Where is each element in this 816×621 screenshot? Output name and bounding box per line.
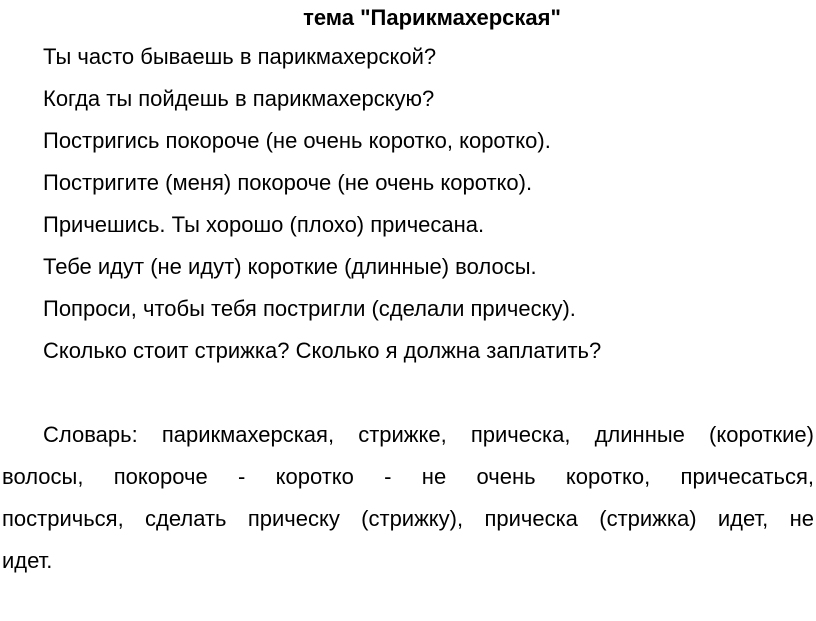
sentence-line-7: Попроси, чтобы тебя постригли (сделали прическу). [43,296,576,321]
sentence-line-2: Когда ты пойдешь в парикмахерскую? [43,86,435,111]
sentence-line-5: Причешись. Ты хорошо (плохо) причесана. [43,212,485,237]
sentence-line-8: Сколько стоит стрижка? Сколько я должна заплатить? [43,338,602,363]
sentence-line-3: Постригись покороче (не очень коротко, коротко). [43,128,551,153]
sentence-line-6: Тебе идут (не идут) короткие (длинные) волосы. [43,254,537,279]
vocabulary-line-3: постричься, сделать прическу (стрижку), прическа (стрижка) идет, не [2,506,814,531]
sentence-line-4: Постригите (меня) покороче (не очень коротко). [43,170,533,195]
vocabulary-line-4: идет. [2,548,53,573]
vocabulary-line-2: волосы, покороче - коротко - не очень коротко, причесаться, [2,464,814,489]
sentence-line-1: Ты часто бываешь в парикмахерской? [43,44,437,69]
vocabulary-line-1: Словарь: парикмахерская, стрижке, прическа, длинные (короткие) [43,422,814,447]
document-title: тема "Парикмахерская" [303,5,561,30]
vocabulary-paragraph [2,414,814,582]
blank-line [2,372,814,414]
